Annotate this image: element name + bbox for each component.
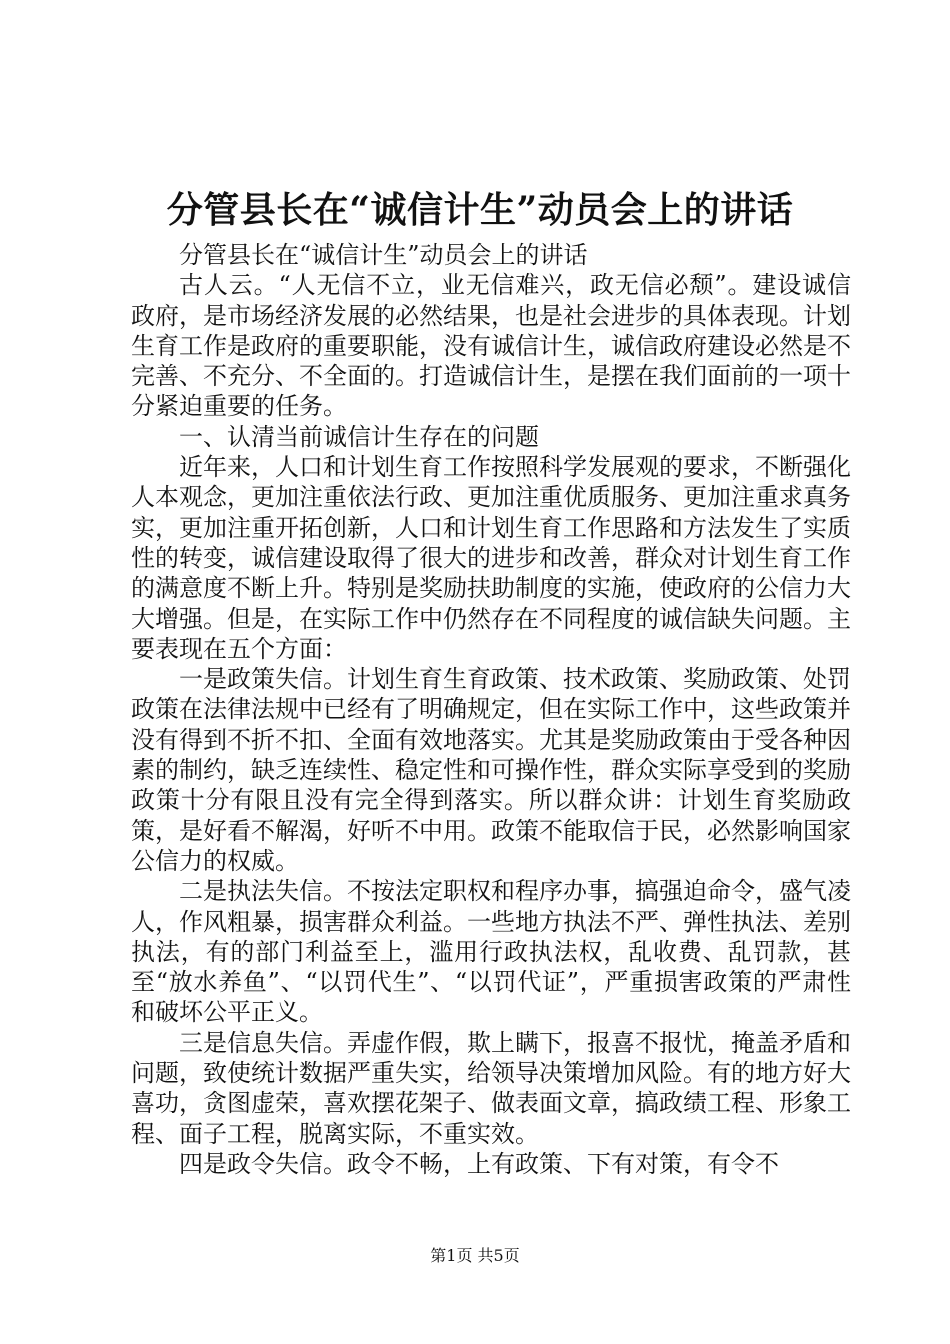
body-paragraph: 三是信息失信。弄虚作假，欺上瞒下，报喜不报忧，掩盖矛盾和问题，致使统计数据严重失实，给领导决策增加风险。有的地方好大喜功，贪图虚荣，喜欢摆花架子、做表面文章，搞政绩工程、形象工程、面子工程，脱离实际，不重实效。 — [131, 1028, 851, 1148]
body-paragraph: 近年来，人口和计划生育工作按照科学发展观的要求，不断强化人本观念，更加注重依法行政、更加注重优质服务、更加注重求真务实，更加注重开拓创新，人口和计划生育工作思路和方法发生了实质性的转变，诚信建设取得了很大的进步和改善，群众对计划生育工作的满意度不断上升。特别是奖励扶助制度的实施，使政府的公信力大大增强。但是，在实际工作中仍然存在不同程度的诚信缺失问题。主要表现在五个方面： — [131, 453, 851, 663]
intro-paragraph: 古人云。“人无信不立，业无信难兴，政无信必颓”。建设诚信政府，是市场经济发展的必然结果，也是社会进步的具体表现。计划生育工作是政府的重要职能，没有诚信计生，诚信政府建设必然是不完善、不充分、不全面的。打造诚信计生，是摆在我们面前的一项十分紧迫重要的任务。 — [131, 271, 851, 421]
page-number-footer: 第1页 共5页 — [430, 1246, 520, 1265]
document-title: 分管县长在“诚信计生”动员会上的讲话 — [166, 189, 794, 231]
section-heading: 一、认清当前诚信计生存在的问题 — [179, 422, 539, 451]
subtitle-paragraph: 分管县长在“诚信计生”动员会上的讲话 — [179, 241, 588, 269]
document-body — [131, 240, 851, 1179]
body-paragraph: 四是政令失信。政令不畅，上有政策、下有对策，有令不 — [179, 1149, 779, 1178]
body-paragraph: 二是执法失信。不按法定职权和程序办事，搞强迫命令，盛气凌人，作风粗暴，损害群众利益。一些地方执法不严、弹性执法、差别执法，有的部门利益至上，滥用行政执法权，乱收费、乱罚款，甚至“放水养鱼”、“以罚代生”、“以罚代证”，严重损害政策的严肃性和破坏公平正义。 — [131, 877, 851, 1027]
body-paragraph: 一是政策失信。计划生育生育政策、技术政策、奖励政策、处罚政策在法律法规中已经有了明确规定，但在实际工作中，这些政策并没有得到不折不扣、全面有效地落实。尤其是奖励政策由于受各种因素的制约，缺乏连续性、稳定性和可操作性，群众实际享受到的奖励政策十分有限且没有完全得到落实。所以群众讲：计划生育奖励政策，是好看不解渴，好听不中用。政策不能取信于民，必然影响国家公信力的权威。 — [131, 665, 851, 875]
